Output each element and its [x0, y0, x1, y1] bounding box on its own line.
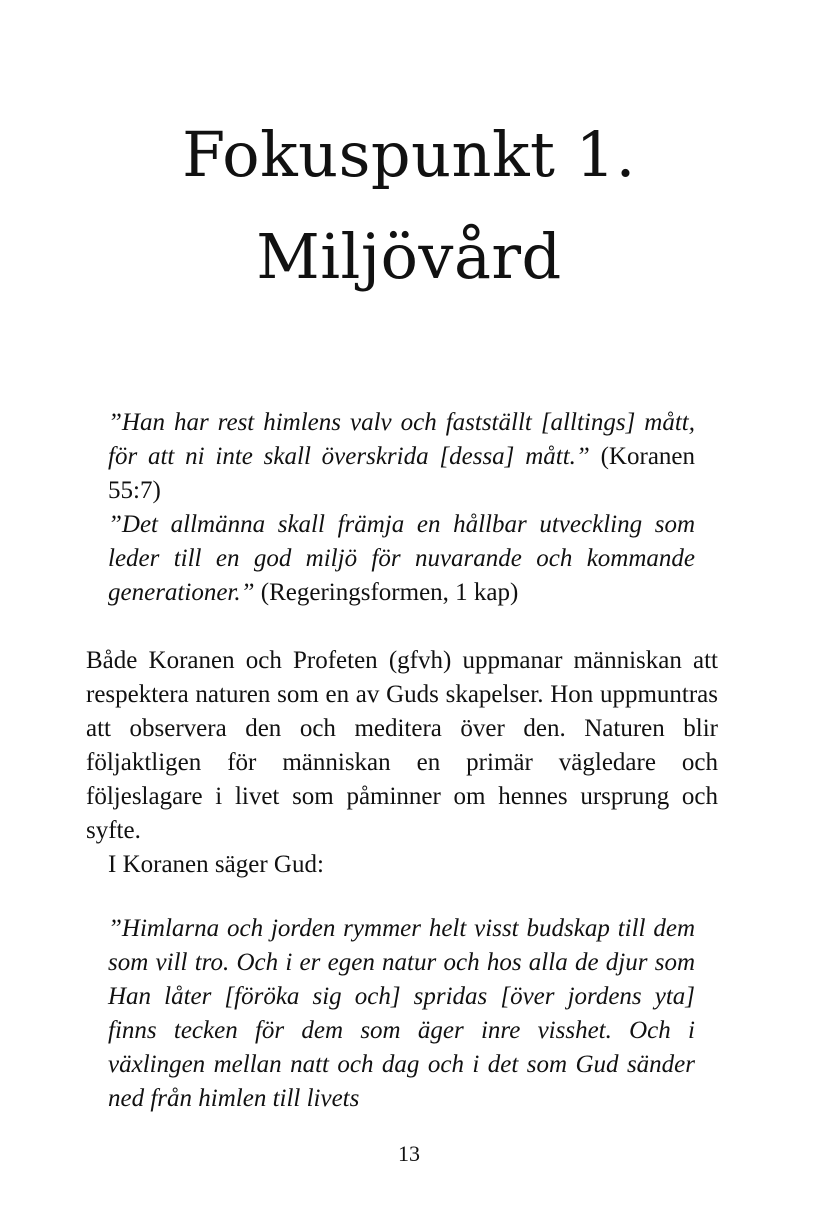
epigraph-quote-source: (Koranen 55:7)	[108, 443, 696, 504]
body-paragraph-intro: I Koranen säger Gud:	[108, 851, 324, 878]
body-paragraph: Både Koranen och Profeten (gfvh) uppmanar människan att respektera naturen som en av Guds skapelser. Hon uppmuntras att observera den och meditera över den. Naturen blir följaktligen för människan en primär vägledare och följeslagare i livet som påminner om hennes ursprung och syfte.	[86, 647, 718, 844]
chapter-title-line-1: Fokuspunkt 1.	[182, 118, 636, 191]
epigraph-quote-text: ”Det allmänna skall främja en hållbar utveckling som leder till en god miljö för nuvarande och kommande generationer.”	[108, 511, 695, 606]
epigraph-quote-source: (Regeringsformen, 1 kap)	[260, 579, 519, 606]
epigraph-quote-text: ”Han har rest himlens valv och fastställt [alltings] mått, för att ni inte skall överskrida [dessa] mått.”	[108, 409, 695, 470]
chapter-title-line-2: Miljövård	[256, 220, 562, 293]
epigraph-quote-koran	[108, 406, 695, 508]
epigraph-quote-regeringsformen	[108, 508, 695, 610]
page-number: 13	[398, 1141, 420, 1166]
block-quote-koran: ”Himlarna och jorden rymmer helt visst budskap till dem som vill tro. Och i er egen natur och hos alla de djur som Han låter [föröka sig och] spridas [över jordens yta] finns tecken för dem som äger inre visshet. Och i växlingen mellan natt och dag och i det som Gud sänder ned från himlen till livets	[108, 915, 695, 1112]
